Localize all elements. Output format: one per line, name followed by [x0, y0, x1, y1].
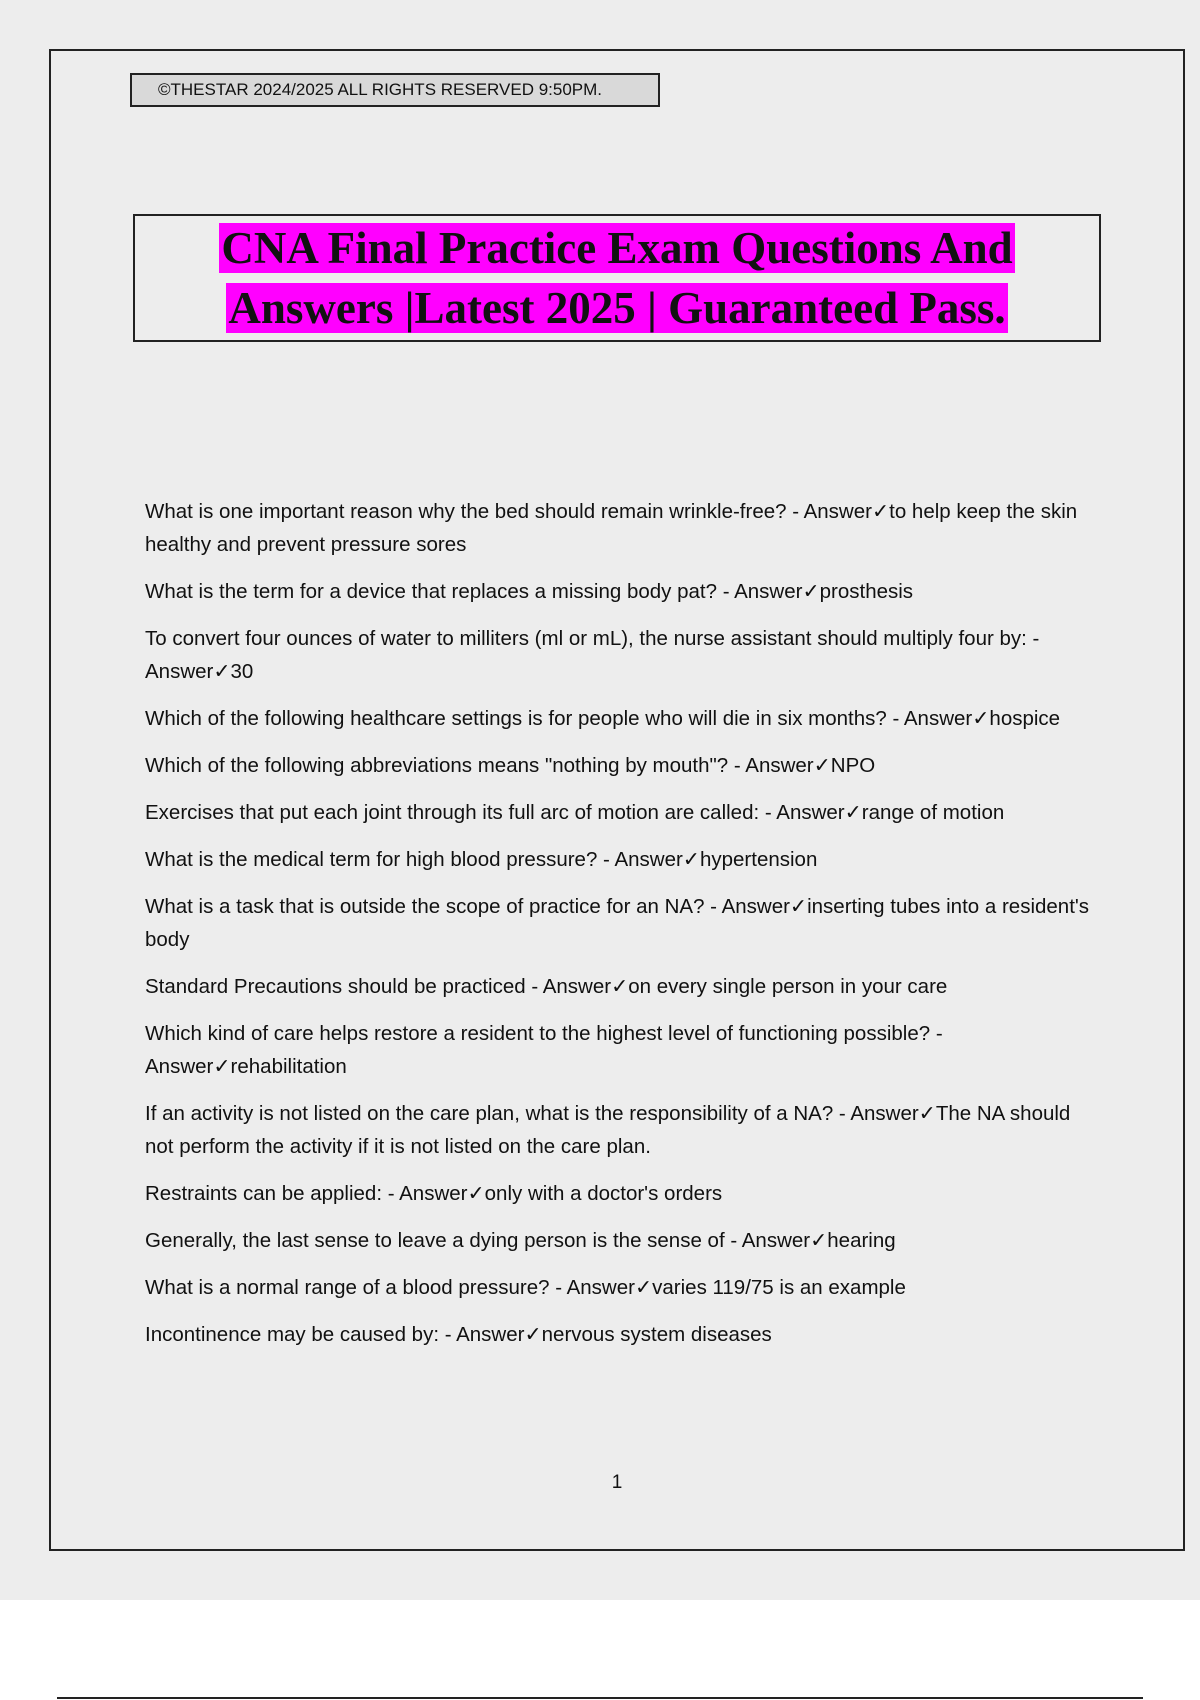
- qa-item: Which kind of care helps restore a resident to the highest level of functioning possible? - Answer✓rehabilitation: [145, 1022, 943, 1078]
- qa-item: What is a normal range of a blood pressure? - Answer✓varies 119/75 is an example: [145, 1276, 906, 1299]
- qa-item: What is the medical term for high blood pressure? - Answer✓hypertension: [145, 848, 818, 871]
- qa-item: What is a task that is outside the scope of practice for an NA? - Answer✓inserting tubes into a resident's body: [145, 895, 1090, 951]
- qa-item: Standard Precautions should be practiced - Answer✓on every single person in your care: [145, 975, 948, 998]
- qa-list: [145, 495, 1095, 1365]
- title-box: [133, 214, 1101, 342]
- qa-item: Restraints can be applied: - Answer✓only with a doctor's orders: [145, 1182, 723, 1205]
- qa-item: If an activity is not listed on the care plan, what is the responsibility of a NA? - Answer✓The NA should not perform the activity if it is not listed on the care plan.: [145, 1102, 1071, 1158]
- qa-item: To convert four ounces of water to milliters (ml or mL), the nurse assistant should multiply four by: - Answer✓30: [145, 627, 1040, 683]
- qa-item: Incontinence may be caused by: - Answer✓nervous system diseases: [145, 1323, 772, 1346]
- qa-item: Which of the following healthcare settings is for people who will die in six months? - Answer✓hospice: [145, 707, 1061, 730]
- qa-item: Which of the following abbreviations means "nothing by mouth"? - Answer✓NPO: [145, 754, 876, 777]
- document-title: [219, 218, 1014, 338]
- qa-item: Exercises that put each joint through its full arc of motion are called: - Answer✓range of motion: [145, 801, 1005, 824]
- qa-item: What is the term for a device that replaces a missing body pat? - Answer✓prosthesis: [145, 580, 914, 603]
- qa-item: What is one important reason why the bed should remain wrinkle-free? - Answer✓to help keep the skin healthy and prevent pressure sores: [145, 500, 1078, 556]
- copyright-notice: ©THESTAR 2024/2025 ALL RIGHTS RESERVED 9:50PM.: [130, 73, 660, 107]
- title-line-1: CNA Final Practice Exam Questions And: [221, 223, 1013, 273]
- next-page-divider: [57, 1697, 1143, 1699]
- page-number: 1: [611, 1472, 623, 1493]
- qa-item: Generally, the last sense to leave a dying person is the sense of - Answer✓hearing: [145, 1229, 896, 1252]
- title-line-2: Answers |Latest 2025 | Guaranteed Pass.: [228, 283, 1006, 333]
